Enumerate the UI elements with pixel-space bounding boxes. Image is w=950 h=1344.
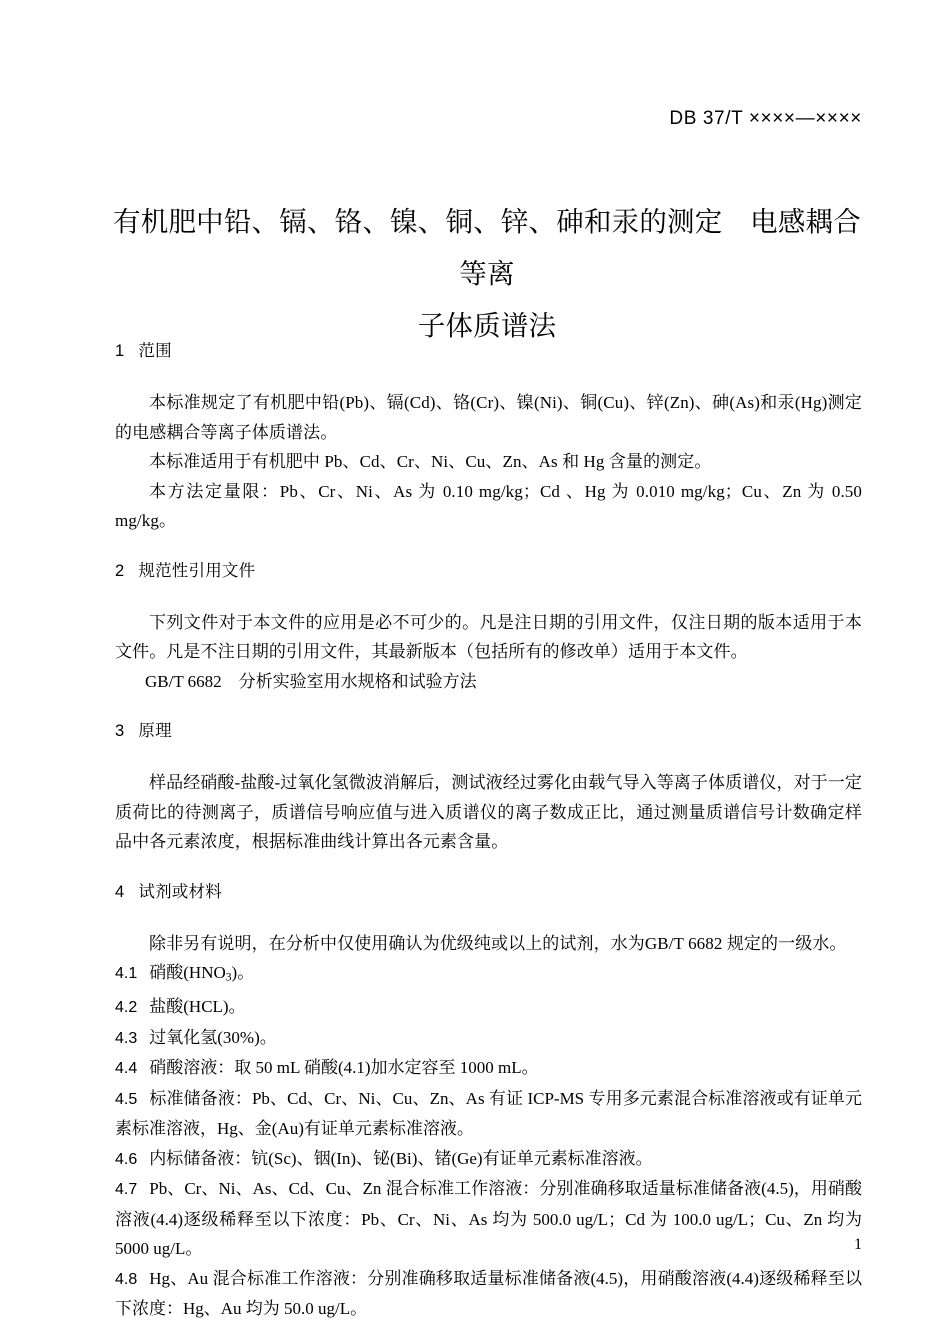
section-2 bbox=[115, 560, 862, 697]
reagent-item-4-3 bbox=[115, 1023, 862, 1054]
section-3-number: 3 bbox=[115, 722, 125, 740]
section-3-heading bbox=[115, 720, 862, 742]
reagent-item-text: 标准储备液：Pb、Cd、Cr、Ni、Cu、Zn、As 有证 ICP-MS 专用多元素混合标准溶液或有证单元素标准溶液，Hg、金(Au)有证单元素标准溶液。 bbox=[115, 1088, 862, 1139]
section-2-title: 规范性引用文件 bbox=[138, 561, 256, 580]
section-4-paragraph-1: 除非另有说明，在分析中仅使用确认为优级纯或以上的试剂，水为GB/T 6682 规定的一级水。 bbox=[149, 933, 847, 953]
reagent-item-text: 硝酸溶液：取 50 mL 硝酸(4.1)加水定容至 1000 mL。 bbox=[149, 1058, 539, 1078]
section-1-paragraph-2: 本标准适用于有机肥中 Pb、Cd、Cr、Ni、Cu、Zn、As 和 Hg 含量的测定。 bbox=[149, 452, 712, 471]
page-number: 1 bbox=[854, 1236, 862, 1253]
reagent-item-4-6 bbox=[115, 1144, 862, 1175]
reagent-item-number: 4.3 bbox=[115, 1029, 138, 1047]
section-2-paragraph-1: 下列文件对于本文件的应用是必不可少的。凡是注日期的引用文件，仅注日期的版本适用于本文件。凡是不注日期的引用文件，其最新版本（包括所有的修改单）适用于本文件。 bbox=[115, 612, 862, 661]
section-1-paragraph-3: 本方法定量限：Pb、Cr、Ni、As 为 0.10 mg/kg；Cd 、Hg 为 0.010 mg/kg；Cu、Zn 为 0.50 mg/kg。 bbox=[115, 481, 862, 530]
page-header-standard-code: DB 37/T ××××—×××× bbox=[669, 108, 862, 129]
reagent-item-number: 4.6 bbox=[115, 1150, 138, 1168]
section-4-number: 4 bbox=[115, 882, 125, 901]
section-1-number: 1 bbox=[115, 342, 125, 360]
reagent-item-4-4 bbox=[115, 1053, 862, 1084]
section-1-title: 范围 bbox=[138, 342, 172, 360]
reagent-item-text: Hg、Au 混合标准工作溶液：分别准确移取适量标准储备液(4.5)，用硝酸溶液(4.4)逐级稀释至以下浓度：Hg、Au 均为 50.0 ug/L。 bbox=[115, 1268, 862, 1319]
reagent-item-text: 内标储备液：钪(Sc)、铟(In)、铋(Bi)、锗(Ge)有证单元素标准溶液。 bbox=[149, 1148, 653, 1168]
reagent-item-4-5 bbox=[115, 1084, 862, 1144]
reagent-item-number: 4.5 bbox=[115, 1090, 138, 1108]
section-1 bbox=[115, 340, 862, 536]
document-title-line-2: 子体质谱法 bbox=[417, 310, 557, 341]
reagent-item-list bbox=[115, 958, 862, 1324]
document-title bbox=[112, 196, 862, 352]
reagent-item-4-2 bbox=[115, 992, 862, 1023]
document-title-line-1: 有机肥中铅、镉、铬、镍、铜、锌、砷和汞的测定 电感耦合等离 bbox=[113, 206, 861, 289]
section-3 bbox=[115, 720, 862, 857]
reagent-item-text: 盐酸(HCL)。 bbox=[149, 997, 246, 1017]
reagent-item-number: 4.4 bbox=[115, 1060, 138, 1078]
reagent-item-4-8 bbox=[115, 1264, 862, 1324]
reagent-item-number: 4.7 bbox=[115, 1181, 138, 1199]
reagent-item-text: Pb、Cr、Ni、As、Cd、Cu、Zn 混合标准工作溶液：分别准确移取适量标准储备液(4.5)，用硝酸溶液(4.4)逐级稀释至以下浓度：Pb、Cr、Ni、As 均为 500.0 ug/L；Cd 为 100.0 ug/L；Cu、Zn 均为 5000 ug/L。 bbox=[115, 1179, 862, 1259]
reagent-item-number: 4.1 bbox=[115, 965, 138, 982]
section-4-title: 试剂或材料 bbox=[138, 882, 222, 901]
section-1-paragraph-1: 本标准规定了有机肥中铅(Pb)、镉(Cd)、铬(Cr)、镍(Ni)、铜(Cu)、锌(Zn)、砷(As)和汞(Hg)测定的电感耦合等离子体质谱法。 bbox=[115, 393, 862, 442]
section-2-heading bbox=[115, 560, 862, 582]
reagent-item-number: 4.8 bbox=[115, 1270, 138, 1288]
section-2-number: 2 bbox=[115, 561, 125, 580]
section-4 bbox=[115, 881, 862, 1324]
reagent-item-number: 4.2 bbox=[115, 999, 138, 1017]
section-1-heading bbox=[115, 340, 862, 362]
reagent-item-text: 过氧化氢(30%)。 bbox=[149, 1027, 277, 1047]
reagent-item-text: 硝酸$(HNO_3)$。 bbox=[149, 963, 255, 984]
normative-reference-gbt6682: GB/T 6682 分析实验室用水规格和试验方法 bbox=[145, 671, 477, 691]
reagent-item-4-1 bbox=[115, 958, 862, 992]
section-3-paragraph-1: 样品经硝酸-盐酸-过氧化氢微波消解后，测试液经过雾化由载气导入等离子体质谱仪，对于一定质荷比的待测离子，质谱信号响应值与进入质谱仪的离子数成正比，通过测量质谱信号计数确定样品中各元素浓度，根据标准曲线计算出各元素含量。 bbox=[115, 773, 862, 851]
document-body bbox=[115, 340, 862, 1324]
section-3-title: 原理 bbox=[138, 722, 172, 740]
section-4-heading bbox=[115, 881, 862, 903]
